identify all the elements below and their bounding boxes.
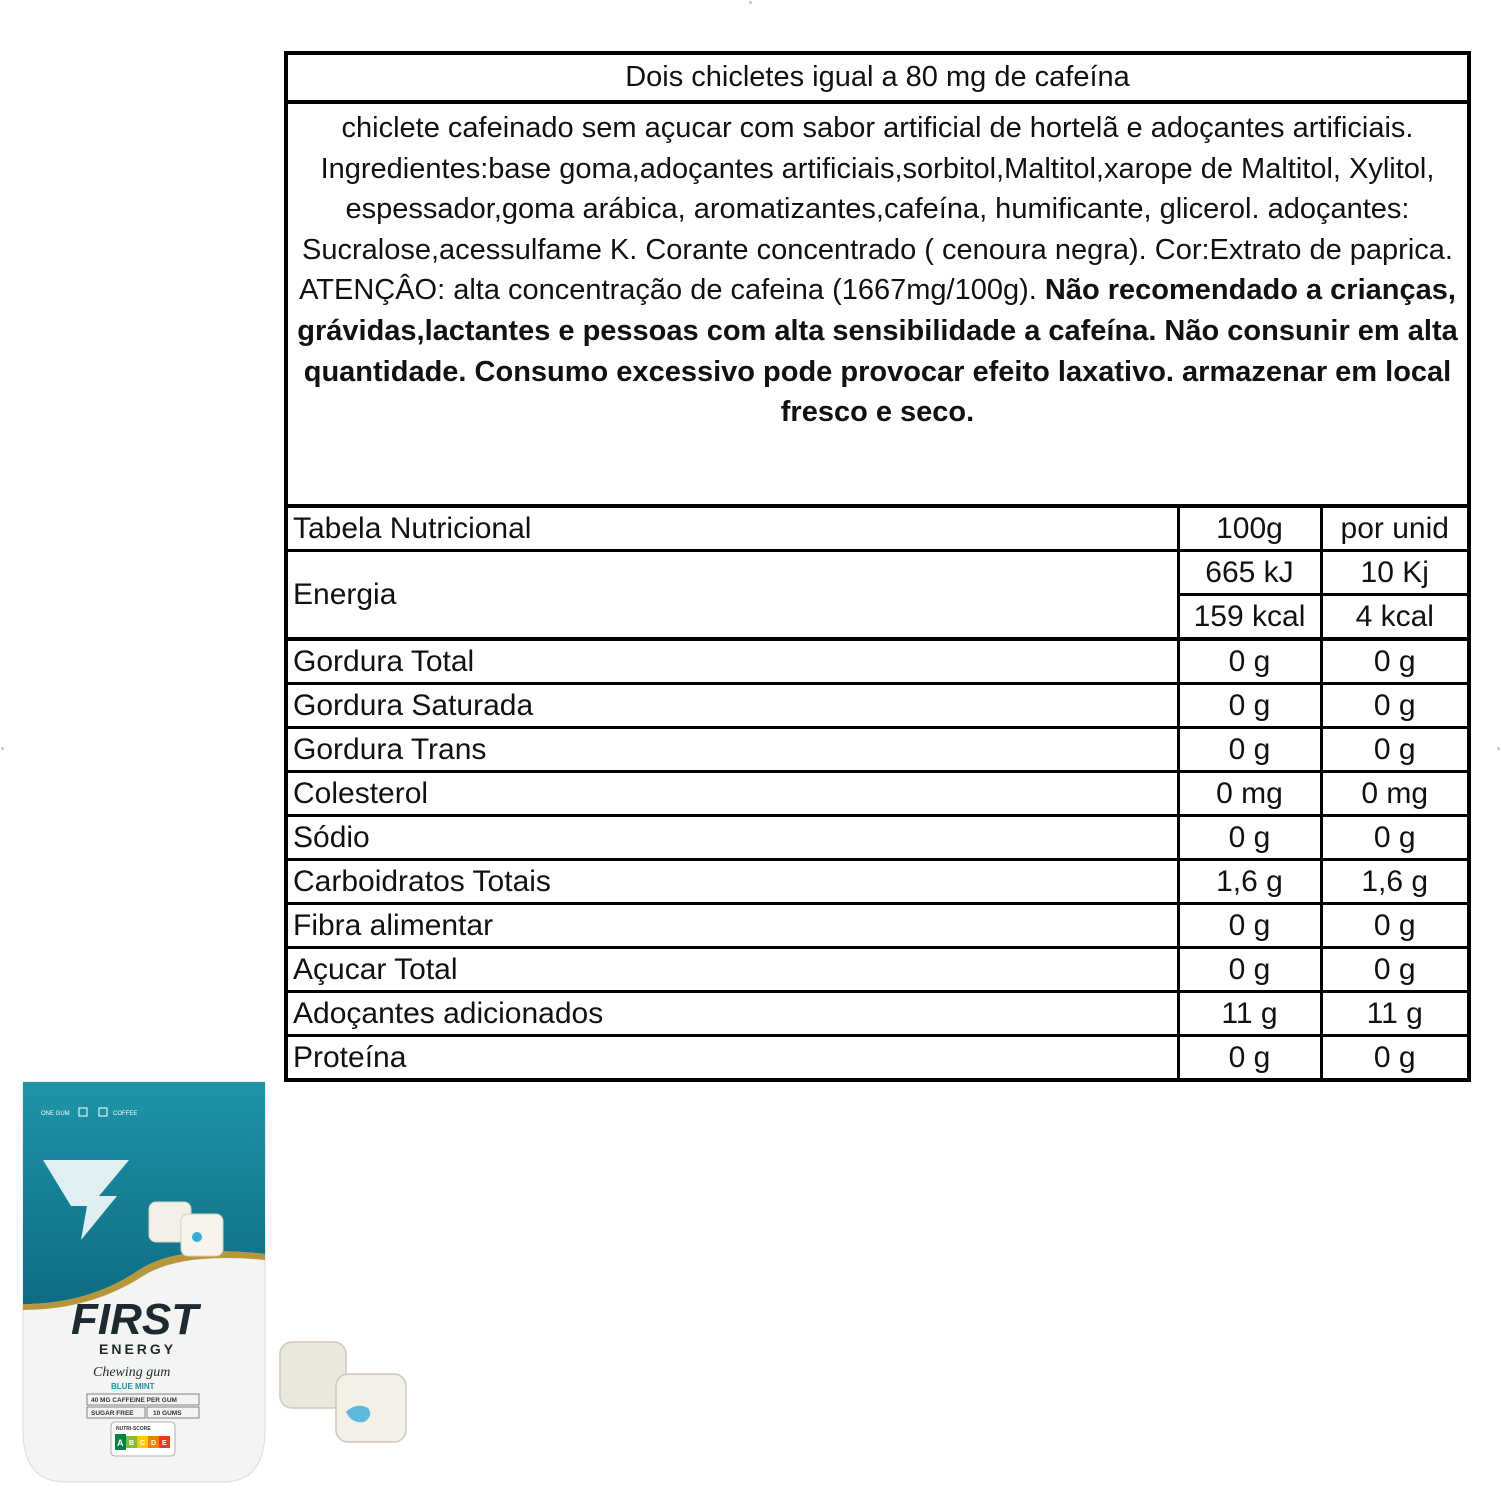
nutri-grade-d-letter: D bbox=[151, 1440, 157, 1447]
nutri-score-label: NUTRI-SCORE bbox=[116, 1426, 151, 1432]
nutrient-name: Gordura Trans bbox=[288, 728, 1178, 772]
nutrient-value-100g: 0 g bbox=[1178, 816, 1321, 860]
nutrient-value-100g: 0 mg bbox=[1178, 772, 1321, 816]
nutrient-value-unit: 0 g bbox=[1321, 1036, 1467, 1079]
table-row bbox=[288, 639, 1467, 684]
tagline-right: COFFEE bbox=[113, 1111, 138, 1117]
table-row bbox=[288, 948, 1467, 992]
nutri-grade-a-letter: A bbox=[117, 1438, 124, 1448]
table-row bbox=[288, 860, 1467, 904]
gum-piece-icon bbox=[336, 1374, 406, 1442]
nutrition-label bbox=[284, 51, 1471, 1082]
ingredients-description bbox=[288, 104, 1467, 508]
nutrient-name: Fibra alimentar bbox=[288, 904, 1178, 948]
nutrient-value-unit: 0 mg bbox=[1321, 772, 1467, 816]
table-header-row bbox=[288, 508, 1467, 551]
crop-mark bbox=[749, 1, 752, 4]
table-row bbox=[288, 772, 1467, 816]
nutrient-value-100g: 0 g bbox=[1178, 684, 1321, 728]
nutrient-name: Adoçantes adicionados bbox=[288, 992, 1178, 1036]
nutrient-value-unit: 0 g bbox=[1321, 728, 1467, 772]
table-row bbox=[288, 1036, 1467, 1079]
table-row bbox=[288, 992, 1467, 1036]
nutrient-value-unit: 11 g bbox=[1321, 992, 1467, 1036]
nutrient-name: Gordura Saturada bbox=[288, 684, 1178, 728]
product-caffeine: 40 MG CAFFEINE PER GUM bbox=[91, 1397, 177, 1404]
crop-mark bbox=[1497, 747, 1500, 750]
energy-kj-100g: 665 kJ bbox=[1178, 551, 1321, 595]
tagline-left: ONE GUM bbox=[41, 1111, 70, 1117]
nutrient-name: Carboidratos Totais bbox=[288, 860, 1178, 904]
nutrient-name: Colesterol bbox=[288, 772, 1178, 816]
gum-filling bbox=[192, 1232, 202, 1242]
nutri-grade-c-letter: C bbox=[140, 1440, 146, 1447]
energy-kj-unit: 10 Kj bbox=[1321, 551, 1467, 595]
table-row bbox=[288, 728, 1467, 772]
nutri-grade-b-letter: B bbox=[129, 1440, 135, 1447]
gum-piece-icon bbox=[181, 1214, 223, 1256]
warning-text: Não recomendado a crianças, grávidas,lactantes e pessoas com alta sensibilidade a cafeína. Não consunir em alta quantidade. Consumo excessivo pode provocar efeito laxativo. armazenar em local fresco e seco. bbox=[297, 274, 1458, 429]
column-100g: 100g bbox=[1178, 508, 1321, 551]
nutrition-table bbox=[288, 508, 1467, 1078]
ingredients-text: chiclete cafeinado sem açucar com sabor artificial de hortelã e adoçantes artificiais. Ingredientes:base goma,adoçantes artificiais,sorbitol,Maltitol,xarope de Maltitol, Xylitol, espessador,goma arábica, aromatizantes,cafeína, humificante, glicerol. adoçantes: Sucralose,acessulfame K. Corante concentrado ( cenoura negra). Cor:Extrato de paprica. ATENÇÂO: alta concentração de cafeina (1667mg/100g). bbox=[299, 112, 1453, 307]
nutrient-value-100g: 0 g bbox=[1178, 728, 1321, 772]
nutrient-value-100g: 0 g bbox=[1178, 948, 1321, 992]
product-sugar: SUGAR FREE bbox=[91, 1410, 134, 1417]
nutrient-name: Proteína bbox=[288, 1036, 1178, 1079]
table-row bbox=[288, 904, 1467, 948]
nutrient-value-unit: 0 g bbox=[1321, 904, 1467, 948]
nutrient-name: Açucar Total bbox=[288, 948, 1178, 992]
product-sub-brand: ENERGY bbox=[99, 1341, 177, 1357]
nutrient-value-100g: 0 g bbox=[1178, 639, 1321, 684]
product-type: Chewing gum bbox=[93, 1365, 171, 1380]
energy-row-kj bbox=[288, 551, 1467, 595]
table-row bbox=[288, 684, 1467, 728]
nutrient-value-unit: 0 g bbox=[1321, 816, 1467, 860]
nutrient-value-unit: 0 g bbox=[1321, 639, 1467, 684]
table-row bbox=[288, 816, 1467, 860]
product-flavor: BLUE MINT bbox=[111, 1382, 155, 1391]
nutrient-name: Gordura Total bbox=[288, 639, 1178, 684]
nutrient-value-unit: 1,6 g bbox=[1321, 860, 1467, 904]
nutrient-value-100g: 0 g bbox=[1178, 904, 1321, 948]
product-brand: FIRST bbox=[71, 1295, 199, 1344]
nutrient-value-unit: 0 g bbox=[1321, 684, 1467, 728]
nutrient-value-100g: 1,6 g bbox=[1178, 860, 1321, 904]
table-title: Tabela Nutricional bbox=[288, 508, 1178, 551]
crop-mark bbox=[1, 747, 4, 750]
product-count: 10 GUMS bbox=[153, 1410, 182, 1417]
nutrient-value-100g: 0 g bbox=[1178, 1036, 1321, 1079]
gum-pieces bbox=[276, 1336, 420, 1448]
label-header: Dois chicletes igual a 80 mg de cafeína bbox=[288, 55, 1467, 104]
energy-kcal-unit: 4 kcal bbox=[1321, 595, 1467, 640]
nutrient-name: Sódio bbox=[288, 816, 1178, 860]
product-pouch bbox=[19, 1078, 269, 1486]
nutrient-value-unit: 0 g bbox=[1321, 948, 1467, 992]
column-per-unit: por unid bbox=[1321, 508, 1467, 551]
energy-label: Energia bbox=[288, 551, 1178, 640]
nutri-grade-e-letter: E bbox=[162, 1440, 167, 1447]
energy-kcal-100g: 159 kcal bbox=[1178, 595, 1321, 640]
nutrient-value-100g: 11 g bbox=[1178, 992, 1321, 1036]
